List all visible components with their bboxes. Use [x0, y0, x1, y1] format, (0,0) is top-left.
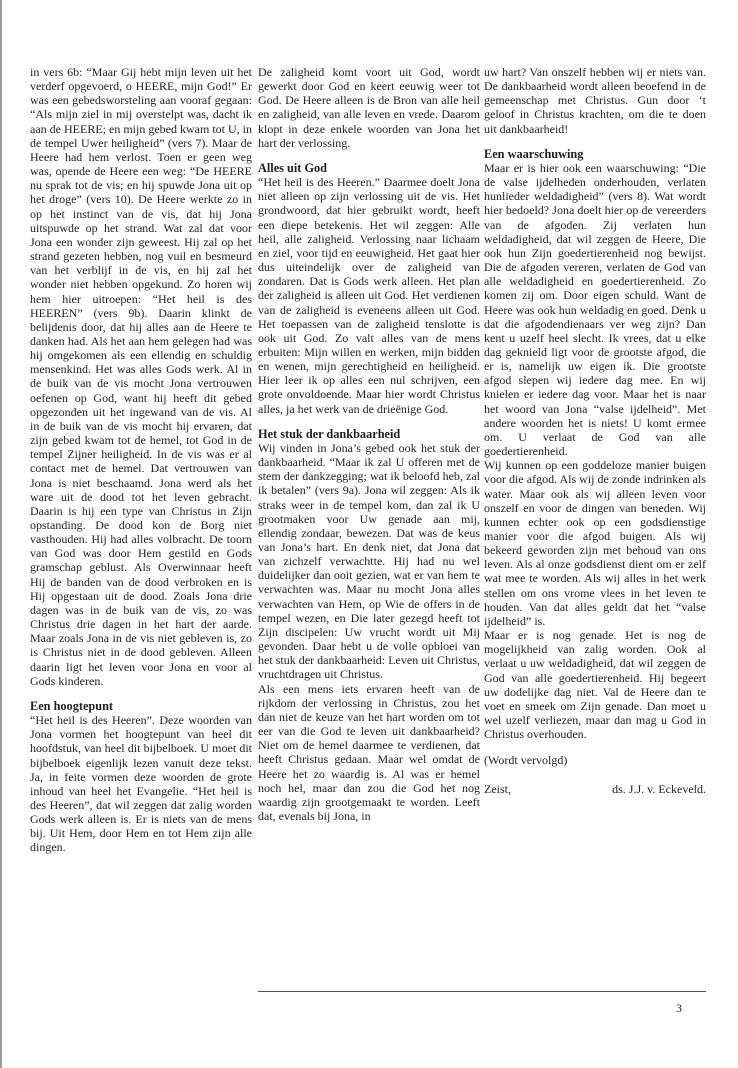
- footer-rule: [258, 991, 706, 992]
- paragraph: “Het heil is des Heeren”. Deze woorden van Jona vormen het hoogtepunt van heel dit hoofdstuk, van heel dit bijbelboek. U moet dit bijbelboek eigenlijk lezen vanuit deze tekst. Ja, in feite vormen deze woorden de grote inhoud van heel het Evangelie. “Het heil is des Heeren”, dat wil zeggen dat zalig worden Gods werk alleen is. Er is niets van de mens bij. Uit Hem, door Hem en tot Hem zijn alle dingen.: [30, 713, 252, 855]
- paragraph: De zaligheid komt voort uit God, wordt gewerkt door God en keert eeuwig weer tot God. De Heere alleen is de Bron van alle heil en zaligheid, van alle leven en vrede. Daarom klopt in deze enkele woorden van Jona het hart der verlossing.: [258, 65, 480, 150]
- section-heading: Het stuk der dankbaarheid: [258, 426, 401, 441]
- page-number: 3: [676, 1001, 682, 1015]
- section-heading: Een hoogtepunt: [30, 698, 114, 713]
- paragraph: Maar er is hier ook een waarschuwing: “Die de valse ijdelheden onderhouden, verlaten hunlieder weldadigheid” (vers 8). Wat wordt hier bedoeld? Jona doelt hier op de vereerders van de afgoden. Zij verlaten hun weldadigheid, dat wil zeggen de Heere, Die ook hun Zijn goedertierenheid nog bewijst. Die de afgoden vereren, verlaten de God van alle weldadigheid en goedertierenheid. Zo komen zij om. Door eigen schuld. Want de Heere was ook hun weldadig en goed. Denk u dat die afgodendienaars ver weg zijn? Dan kent u uzelf heel slecht. Ik vrees, dat u elke dag geknield ligt voor de grootste afgod, die er is, namelijk uw eigen ik. Die grootste afgod slepen wij iedere dag mee. En wij knielen er iedere dag voor. Maar het is naar het woord van Jona “valse ijdelheid”. Met andere woorden het is niets! U komt ermee om. U verlaat de God van alle goedertierenheid.: [484, 160, 706, 459]
- paragraph: uw hart? Van onszelf hebben wij er niets van. De dankbaarheid wordt alleen beoefend in de gemeenschap met Christus. Gun door ‘t geloof in Christus krachten, om die te doen uit dankbaarheid!: [484, 65, 706, 136]
- column-2: [258, 65, 480, 823]
- signature-line: [484, 782, 706, 796]
- section-heading: Een waarschuwing: [484, 146, 584, 161]
- paragraph: “Het heil is des Heeren.” Daarmee doelt Jona niet alleen op zijn verlossing uit de vis. Het grondwoord, dat hier gebruikt wordt, heeft een diepe betekenis. Het wil zeggen: Alle heil, alle zaligheid. Verlossing naar lichaam en ziel, voor tijd en eeuwigheid. Het gaat hier dus uiteindelijk over de zaligheid van zondaren. Dat is Gods werk alleen. Het plan der zaligheid is alleen uit God. Het verdienen van de zaligheid is eveneens alleen uit God. Het toepassen van de zaligheid tenslotte is ook uit God. Zo valt alles van de mens erbuiten: Mijn willen en werken, mijn bidden en wenen, mijn gerechtigheid en heiligheid. Hier leer ik op alles een nul schrijven, een grote onvoldoende. Maar hier wordt Christus alles, ja het werk van de drieënige God.: [258, 175, 480, 416]
- paragraph: in vers 6b: “Maar Gij hebt mijn leven uit het verderf opgevoerd, o HEERE, mijn God!” Er was een gebedsworsteling aan vooraf gegaan: “Als mijn ziel in mij overstelpt was, dacht ik aan de HEERE; en mijn gebed kwam tot U, in de tempel Uwer heiligheid” (vers 7). Maar de Heere had hem verlost. Toen er geen weg was, opende de Heere een weg: “De HEERE nu sprak tot de vis; en hij spuwde Jona uit op het droge” (vers 10). De Heere werkte zo in op het instinct van de vis, dat hij Jona uitspuwde op het strand. Wat zal dat voor Jona een wonder zijn geweest. Hij zal op het strand gezeten hebben, nog vuil en besmeurd van het verblijf in de vis, en hij zal het wonder niet hebben opgekund. Zo horen wij hem hier uitroepen: “Het heil is des HEEREN” (vers 9b). Daarin klinkt de belijdenis door, dat hij alles aan de Heere te danken had. Als het aan hem gelegen had was hij omgekomen als een ellendig en schuldig mensenkind. Het was alles Gods werk. Al in de buik van de vis mocht Jona vertrouwen oefenen op God, want hij heeft dit gebed opgezonden uit het ingewand van de vis. Al in de buik van de vis mocht hij ervaren, dat zijn gebed kwam tot de hemel, tot God in de tempel Zijner heiligheid. In de vis was er al contact met de hemel. Dat vertrouwen van Jona is niet beschaamd. Jona werd als het ware uit de dood tot het leven gebracht. Daarin is hij een type van Christus in Zijn opstanding. De dood kon de Borg niet vasthouden. Hij had alles volbracht. De toorn van God was door Hem gestild en Gods gramschap geblust. Als Overwinnaar heeft Hij de banden van de dood verbroken en is Hij opgestaan uit de dood. Zoals Jona drie dagen was in de buik van de vis, zo was Christus drie dagen in het hart der aarde. Maar zoals Jona in de vis niet gebleven is, zo is Christus niet in de dood gebleven. Alleen daarin ligt het leven voor Jona en voor al Gods kinderen.: [30, 65, 252, 688]
- column-3: [484, 65, 706, 796]
- paragraph: Wij kunnen op een goddeloze manier buigen voor die afgod. Als wij de zonde indrinken als water. Maar ook als wij alleen leven voor onszelf en voor de dingen van beneden. Wij kunnen echter ook op een godsdienstige manier voor die afgod buigen. Als wij bekeerd geworden zijn met behoud van ons leven. Als al onze godsdienst dient om er zelf wat mee te worden. Als wij alles in het werk stellen om ons vrome vlees in het leven te houden. Van dat alles geldt dat het “valse ijdelheid” is.: [484, 458, 706, 628]
- signature-place: Zeist,: [484, 781, 511, 796]
- paragraph: Maar er is nog genade. Het is nog de mogelijkheid van zalig worden. Ook al verlaat u uw weldadigheid, dat wil zeggen de God van alle goedertierenheid. Hij begeert uw dodelijke dag niet. Val de Heere dan te voet en smeek om Zijn genade. Dan moet u wel uzelf verliezen, maar dan mag u God in Christus overhouden.: [484, 628, 706, 742]
- section-heading: Alles uit God: [258, 160, 328, 175]
- signature-author: ds. J.J. v. Eckeveld.: [612, 781, 706, 796]
- column-1: [30, 65, 252, 855]
- paragraph: Wij vinden in Jona’s gebed ook het stuk der dankbaarheid. “Maar ik zal U offeren met de stem der dankzegging; wat ik beloofd heb, zal ik betalen” (vers 9a). Jona wil zeggen: Als ik straks weer in de tempel kom, dan zal ik U grootmaken voor Uw genade aan mij, ellendig zondaar, bewezen. Dat was de keus van Jona’s hart. En denk niet, dat Jona dat van zichzelf verwachtte. Hij had nu wel duidelijker dan ooit gezien, wat er van hem te verwachten was. Maar nu mocht Jona alles verwachten van Hem, op Wie de offers in de tempel wezen, en Die later gezegd heeft tot Zijn discipelen: Uw vrucht wordt uit Mij gevonden. Daar hebt u de volle opbloei van het stuk der dankbaarheid: Leven uit Christus, vruchtdragen uit Christus.: [258, 440, 480, 682]
- scan-edge: [0, 0, 2, 1068]
- paragraph: Als een mens iets ervaren heeft van de rijkdom der verlossing in Christus, zou het dan niet de keuze van het hart worden om tot eer van die God te leven uit dankbaarheid? Niet om de hemel daarmee te verdienen, dat heeft Christus gedaan. Maar wel omdat de Heere het zo waardig is. Al was er hemel noch hel, maar dan zou die God het nog waardig zijn grootgemaakt te worden. Leeft dat, evenals bij Jona, in: [258, 681, 480, 823]
- continued-note: (Wordt vervolgd): [484, 753, 568, 768]
